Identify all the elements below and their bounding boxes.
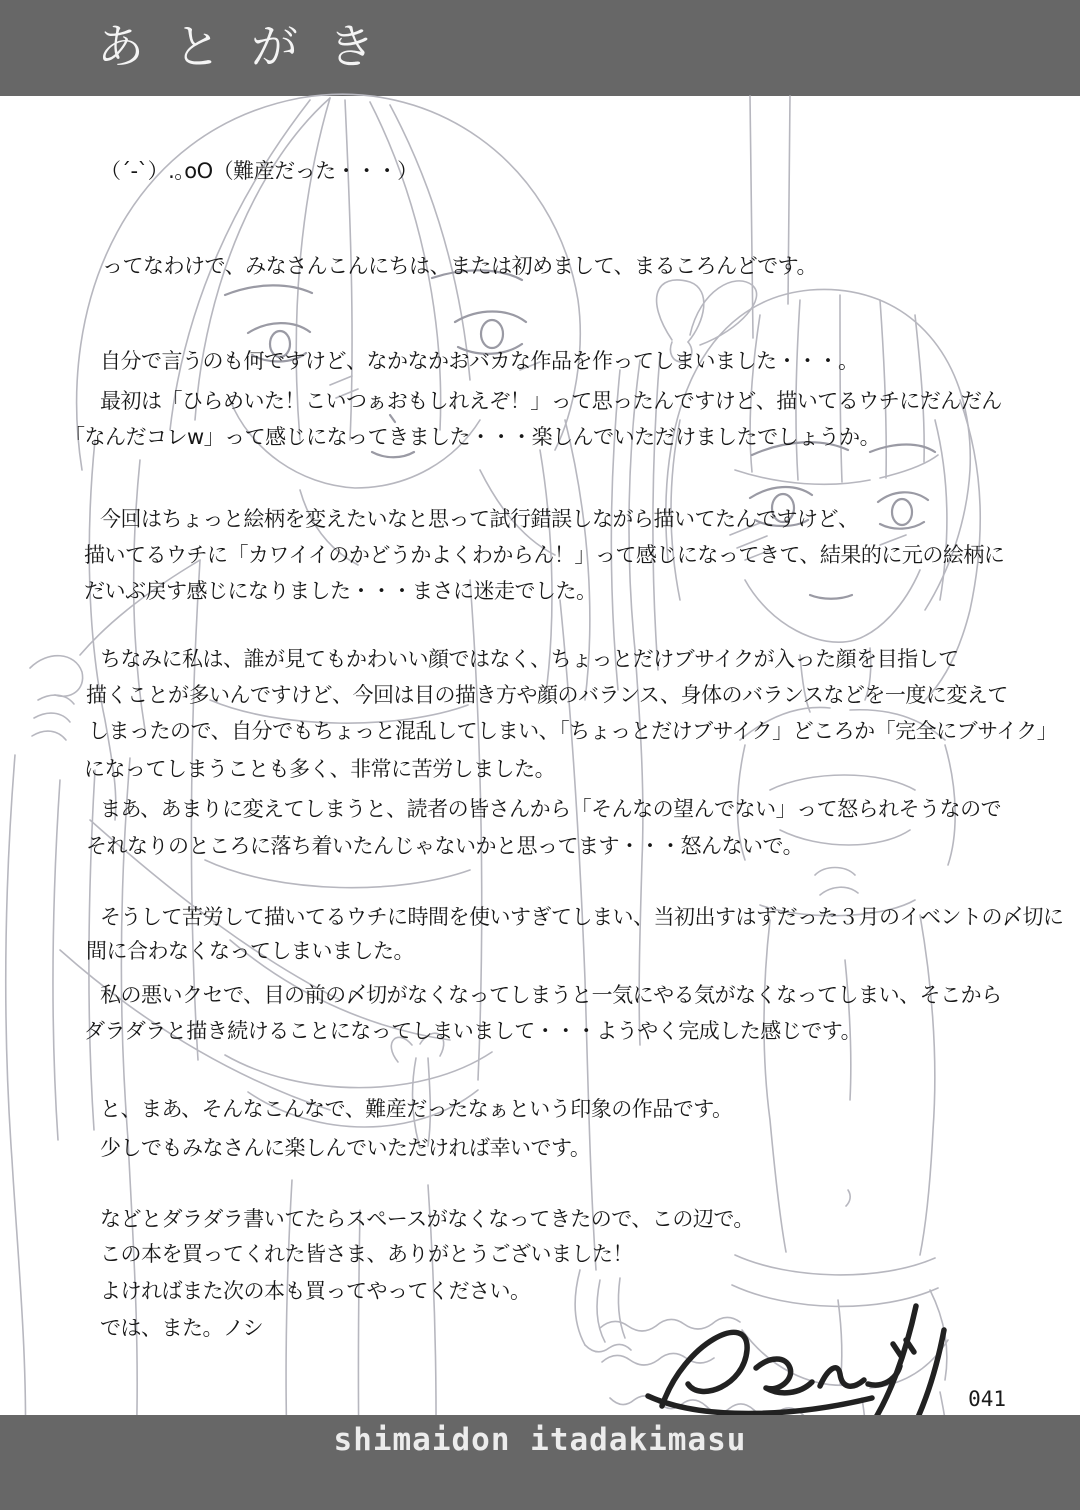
afterword-line: 自分で言うのも何ですけど、なかなかおバカな作品を作ってしまいました・・・。	[100, 349, 859, 373]
afterword-line: それなりのところに落ち着いたんじゃないかと思ってます・・・怒んないで。	[86, 834, 804, 858]
afterword-line: （´-`）.｡oO（難産だった・・・）	[100, 159, 418, 183]
afterword-line: ダラダラと描き続けることになってしまいまして・・・ようやく完成した感じです。	[84, 1019, 862, 1043]
afterword-line: 間に合わなくなってしまいました。	[86, 939, 414, 963]
afterword-line: そうして苦労して描いてるウチに時間を使いすぎてしまい、当初出すはずだった３月のイベントの〆切に	[100, 905, 1064, 929]
afterword-line: ちなみに私は、誰が見てもかわいい顔ではなく、ちょっとだけブサイクが入った顔を目指して	[100, 647, 959, 671]
afterword-line: 描くことが多いんですけど、今回は目の描き方や顔のバランス、身体のバランスなどを一度に変えて	[86, 683, 1008, 707]
afterword-line: しまったので、自分でもちょっと混乱してしまい、「ちょっとだけブサイク」どころか「完全にブサイク」	[88, 719, 1058, 743]
afterword-line: になってしまうことも多く、非常に苦労しました。	[84, 757, 556, 781]
afterword-line: よければまた次の本も買ってやってください。	[100, 1279, 531, 1303]
afterword-line: などとダラダラ書いてたらスペースがなくなってきたので、この辺で。	[100, 1207, 754, 1231]
afterword-line: では、また。ノシ	[100, 1316, 264, 1340]
page-number: 041	[968, 1387, 1006, 1411]
afterword-line: 「なんだコレw」って感じになってきました・・・楽しんでいただけましたでしょうか。	[64, 425, 881, 449]
afterword-line: 最初は「ひらめいた！こいつぁおもしれえぞ！」って思ったんですけど、描いてるウチにだんだん	[100, 389, 1002, 413]
afterword-line: ってなわけで、みなさんこんにちは、または初めまして、まるころんどです。	[102, 254, 817, 278]
afterword-line: と、まあ、そんなこんなで、難産だったなぁという印象の作品です。	[100, 1097, 733, 1121]
afterword-line: 今回はちょっと絵柄を変えたいなと思って試行錯誤しながら描いてたんですけど、	[100, 507, 859, 531]
afterword-line: 私の悪いクセで、目の前の〆切がなくなってしまうと一気にやる気がなくなってしまい、そこから	[100, 983, 1002, 1007]
page-title: あとがき	[97, 20, 405, 75]
afterword-line: この本を買ってくれた皆さま、ありがとうございました！	[100, 1242, 633, 1266]
afterword-line: 描いてるウチに「カワイイのかどうかよくわからん！」って感じになってきて、結果的に元の絵柄に	[84, 543, 1005, 567]
footer-bar	[0, 1415, 1080, 1510]
afterword-line: だいぶ戻す感じになりました・・・まさに迷走でした。	[84, 579, 597, 603]
afterword-line: まあ、あまりに変えてしまうと、読者の皆さんから「そんなの望んでない」って怒られそうなので	[100, 797, 1002, 821]
afterword-line: 少しでもみなさんに楽しんでいただければ幸いです。	[100, 1136, 591, 1160]
footer-title: shimaidon itadakimasu	[333, 1422, 747, 1458]
